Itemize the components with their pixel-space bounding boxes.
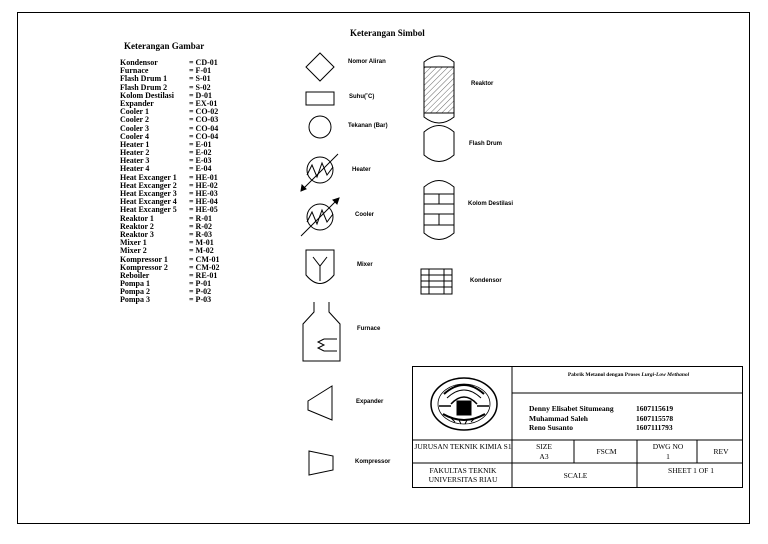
legend-equipment-name: Heater 3	[120, 156, 150, 166]
label-kompressor: Kompressor	[355, 459, 391, 465]
legend-equipment-code: = S-01	[189, 74, 211, 84]
university-seal-logo	[429, 374, 499, 432]
project-title: Pabrik Metanol dengan Proses Lurgi-Low Methanol	[567, 372, 690, 378]
legend-equipment-code: = F-01	[189, 66, 212, 76]
label-flash-drum: Flash Drum	[469, 141, 503, 147]
legend-equipment-code: = E-01	[189, 139, 212, 149]
size-label: SIZE	[536, 442, 552, 451]
label-mixer: Mixer	[357, 262, 373, 268]
legend-equipment-code: = HE-03	[189, 189, 218, 198]
legend-equipment-name: Kompressor 1	[120, 254, 168, 264]
legend-equipment-code: = CD-01	[189, 58, 218, 67]
legend-equipment-code: = E-04	[189, 164, 212, 174]
compressor-symbol	[309, 451, 333, 475]
fscm-label: FSCM	[596, 447, 617, 456]
legend-equipment-name: Cooler 1	[120, 107, 149, 117]
legend-equipment-code: = CO-04	[189, 123, 219, 133]
legend-equipment-name: Heat Excanger 1	[120, 172, 177, 182]
furnace-symbol	[303, 302, 340, 361]
author-id: 1607115619	[636, 404, 674, 413]
author-list	[529, 404, 673, 433]
faculty-label: FAKULTAS TEKNIK UNIVERSITAS RIAU	[428, 466, 498, 484]
reactor-symbol	[424, 56, 454, 123]
legend-equipment-name: Reboiler	[120, 270, 150, 280]
author-id: 1607115578	[636, 413, 674, 423]
legend-equipment-name: Reaktor 1	[120, 213, 154, 223]
legend-equipment-code: = E-02	[189, 148, 212, 158]
legend-equipment-code: = HE-05	[189, 205, 218, 215]
expander-symbol	[308, 386, 332, 420]
legend-equipment-code: = CO-03	[189, 115, 219, 125]
legend-equipment-name: Reaktor 2	[120, 221, 154, 231]
legend-equipment-code: = EX-01	[189, 98, 218, 108]
cooler-symbol	[301, 198, 339, 236]
legend-equipment-name: Heater 2	[120, 148, 150, 158]
label-expander: Expander	[356, 399, 384, 405]
heater-symbol	[301, 154, 338, 191]
author-row	[529, 414, 673, 424]
label-nomor-aliran: Nomor Aliran	[348, 59, 386, 65]
legend-equipment-code: = R-03	[189, 229, 212, 239]
legend-equipment-name: Flash Drum 1	[120, 74, 168, 84]
mixer-symbol	[306, 250, 334, 284]
legend-equipment-name: Heat Excanger 4	[120, 197, 177, 207]
legend-equipment-code: = D-01	[189, 90, 212, 100]
legend-equipment-code: = E-03	[189, 156, 212, 166]
legend-equipment-code: = HE-04	[189, 197, 218, 207]
label-suhu: Suhu(˚C)	[349, 94, 375, 100]
legend-equipment-name: Heat Excanger 3	[120, 189, 177, 198]
flow-number-diamond-symbol	[306, 53, 334, 81]
legend-equipment-name: Mixer 2	[120, 246, 147, 256]
legend-equipment-code: = CO-02	[189, 107, 219, 117]
legend-equipment-name: Pompa 1	[120, 279, 150, 289]
legend-equipment-code: = P-03	[189, 295, 212, 305]
legend-equipment-name: Kondensor	[120, 58, 158, 67]
pressure-circle-symbol	[309, 116, 331, 138]
scale-label: SCALE	[563, 471, 588, 480]
dwg-no-value: 1	[666, 452, 670, 461]
flash-drum-symbol	[424, 126, 454, 162]
condenser-symbol	[421, 269, 452, 294]
label-heater: Heater	[352, 167, 371, 173]
temperature-rect-symbol	[306, 92, 334, 105]
legend-equipment-code: = CO-04	[189, 131, 219, 141]
legend-equipment-name: Pompa 3	[120, 295, 150, 305]
legend-equipment-name: Furnace	[120, 66, 149, 76]
label-reaktor: Reaktor	[471, 81, 494, 87]
legend-equipment-code: = CM-02	[189, 262, 220, 272]
label-kondensor: Kondensor	[470, 278, 502, 284]
author-row	[529, 423, 673, 433]
legend-equipment-name: Reaktor 3	[120, 229, 154, 239]
legend-equipment-code: = M-01	[189, 238, 214, 248]
author-row	[529, 404, 673, 414]
legend-title: Keterangan Gambar	[124, 41, 205, 51]
author-name: Muhammad Saleh	[529, 413, 588, 423]
label-cooler: Cooler	[355, 212, 375, 218]
legend-equipment-name: Pompa 2	[120, 287, 150, 297]
legend-equipment-name: Heater 4	[120, 164, 150, 174]
legend-equipment-name: Kolom Destilasi	[120, 90, 174, 100]
legend-equipment-name: Heat Excanger 2	[120, 180, 177, 190]
legend-equipment-code: = P-01	[189, 279, 212, 289]
label-kolom-destilasi: Kolom Destilasi	[468, 201, 514, 207]
author-name: Reno Susanto	[529, 423, 573, 432]
distillation-column-symbol	[424, 181, 454, 240]
size-value: A3	[539, 452, 549, 461]
legend-equipment-code: = P-02	[189, 287, 212, 297]
legend-equipment-name: Heat Excanger 5	[120, 205, 177, 215]
legend-equipment-name: Expander	[120, 98, 154, 108]
legend-equipment-name: Kompressor 2	[120, 262, 168, 272]
title-block	[412, 366, 743, 488]
legend-equipment-name: Cooler 3	[120, 123, 149, 133]
legend-equipment-name: Heater 1	[120, 139, 150, 149]
legend-equipment-name: Cooler 2	[120, 115, 149, 125]
label-furnace: Furnace	[357, 326, 381, 332]
legend-equipment-code: = HE-01	[189, 172, 218, 182]
department-label: JURUSAN TEKNIK KIMIA S1	[414, 442, 512, 451]
legend-equipment-name: Flash Drum 2	[120, 82, 168, 92]
author-name: Denny Elisabet Situmeang	[529, 404, 614, 413]
rev-label: REV	[713, 447, 729, 456]
sheet-label: SHEET 1 OF 1	[668, 466, 714, 475]
legend-equipment-code: = RE-01	[189, 270, 218, 280]
label-tekanan: Tekanan (Bar)	[348, 123, 388, 129]
legend-equipment-code: = S-02	[189, 82, 211, 92]
legend-equipment-name: Cooler 4	[120, 131, 149, 141]
author-id: 1607111793	[636, 423, 673, 432]
legend-equipment-code: = R-01	[189, 213, 212, 223]
symbols-title: Keterangan Simbol	[350, 28, 425, 38]
legend-equipment-code: = HE-02	[189, 180, 218, 190]
legend-equipment-name: Mixer 1	[120, 238, 147, 248]
legend-equipment-code: = M-02	[189, 246, 214, 256]
dwg-no-label: DWG NO	[652, 442, 684, 451]
legend-equipment-code: = R-02	[189, 221, 212, 231]
legend-equipment-code: = CM-01	[189, 254, 220, 264]
